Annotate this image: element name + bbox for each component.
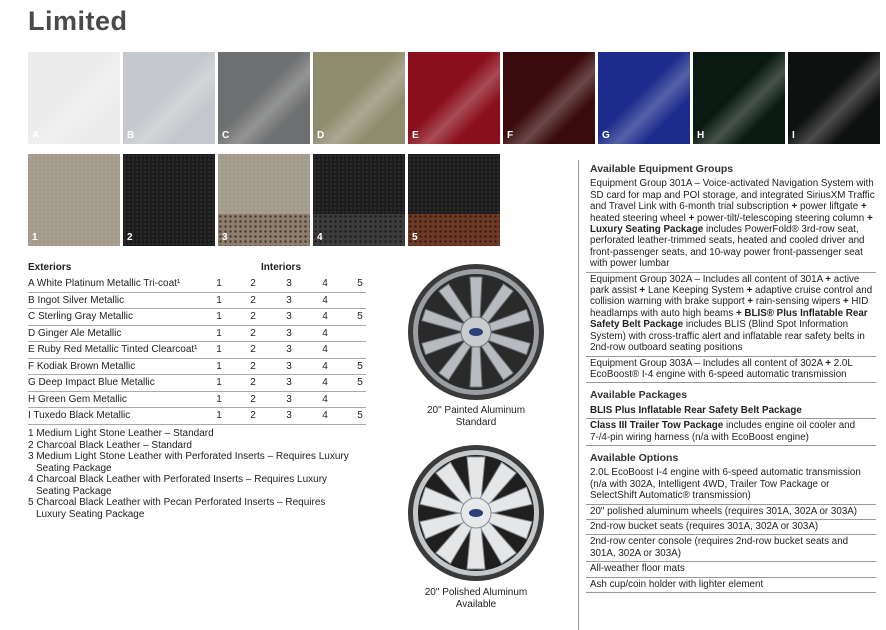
polished-wheel-size: 20" Polished Aluminum <box>424 587 528 598</box>
option-item: 2nd-row bucket seats (requires 301A, 302A or 303A) <box>586 520 876 535</box>
exterior-swatch-a <box>28 52 120 144</box>
equipment-text-segment: includes BLIS (Blind Spot Information System) with cross-traffic alert and inflatable rear safety belts in 2nd-row outboard seating positions <box>590 319 865 354</box>
interior-availability-cell: 2 <box>250 344 256 355</box>
interior-swatch-label: 1 <box>32 232 38 243</box>
interior-availability-cell: 2 <box>250 393 256 405</box>
interior-availability-cell: 2 <box>250 327 256 339</box>
polished-wheel-caption <box>391 587 561 611</box>
interior-availability-cell: 1 <box>216 410 222 421</box>
interior-swatch-label: 4 <box>317 232 323 243</box>
exterior-swatch-c <box>218 52 310 144</box>
interior-availability-cell: 4 <box>322 410 328 421</box>
interior-swatch-2 <box>123 154 215 246</box>
table-row <box>28 408 366 425</box>
exterior-color-name: A White Platinum Metallic Tri-coat¹ <box>28 278 181 289</box>
trailer-tow-package-name: Class III Trailer Tow Package <box>590 420 724 432</box>
exterior-color-name: C Sterling Gray Metallic <box>28 311 134 322</box>
interior-availability-cell: 2 <box>250 410 256 421</box>
interior-swatch-3 <box>218 154 310 246</box>
table-row <box>28 309 366 326</box>
equipment-text-segment: + <box>825 273 832 285</box>
table-row <box>28 326 366 343</box>
equipment-group-302a <box>586 273 876 357</box>
interior-availability-cell: 5 <box>357 410 363 421</box>
interior-swatch-4 <box>313 154 405 246</box>
interior-availability-cell: 4 <box>322 393 328 405</box>
table-row <box>28 342 366 359</box>
exteriors-header: Exteriors <box>28 262 72 273</box>
exterior-swatch-i <box>788 52 880 144</box>
interior-swatch-1 <box>28 154 120 246</box>
equipment-text-segment: rain-sensing wipers <box>753 296 843 308</box>
table-row <box>28 293 366 310</box>
options-title: Available Options <box>590 451 679 464</box>
interior-availability-cell: 1 <box>216 393 222 405</box>
interior-availability-cell: 2 <box>250 360 256 372</box>
option-item: All-weather floor mats <box>586 562 876 577</box>
option-item: 2nd-row center console (requires 2nd-row bucket seats and 301A, 302A or 303A) <box>586 535 876 562</box>
interior-availability-cell: 3 <box>286 311 292 322</box>
interior-availability-cell: 3 <box>286 278 292 289</box>
equipment-text-segment: Equipment Group 303A – Includes all content of 302A <box>590 357 826 369</box>
polished-wheel-availability: Available <box>455 599 497 610</box>
exterior-swatch-label: C <box>222 130 230 141</box>
exterior-swatch-b <box>123 52 215 144</box>
interior-availability-cell: 3 <box>286 410 292 421</box>
interior-notes <box>28 428 358 520</box>
column-divider <box>578 160 579 630</box>
interior-availability-cell: 2 <box>250 278 256 289</box>
table-row <box>28 392 366 409</box>
exterior-swatch-label: F <box>507 130 514 141</box>
exterior-swatch-label: B <box>127 130 135 141</box>
equipment-text-segment: + <box>825 357 832 369</box>
interior-availability-cell: 4 <box>322 327 328 339</box>
interior-availability-cell: 4 <box>322 360 328 372</box>
interior-availability-cell: 5 <box>357 278 363 289</box>
equipment-text-segment: + <box>860 201 867 213</box>
exterior-swatch-label: A <box>32 130 40 141</box>
interior-availability-cell: 5 <box>357 311 363 322</box>
interior-availability-cell: 1 <box>216 327 222 339</box>
color-availability-table <box>28 262 366 425</box>
polished-wheel-image <box>406 443 546 583</box>
exterior-swatch-e <box>408 52 500 144</box>
trailer-tow-package-desc: includes engine oil cooler and 7-/4-pin wiring harness (n/a with EcoBoost engine) <box>590 420 856 443</box>
option-item: 2.0L EcoBoost I-4 engine with 6-speed automatic transmission (n/a with 302A, Intelligent 4WD, Trailer Tow Package or SelectShift Automatic® transmission) <box>586 466 876 504</box>
interior-availability-cell: 1 <box>216 278 222 289</box>
interior-availability-cell: 1 <box>216 377 222 388</box>
exterior-color-name: I Tuxedo Black Metallic <box>28 410 131 421</box>
equipment-text-segment: HID headlamps with auto high beams <box>590 296 869 319</box>
table-row <box>28 359 366 376</box>
interior-note: 1 Medium Light Stone Leather – Standard <box>28 428 214 439</box>
equipment-text-segment: + <box>639 285 646 297</box>
trailer-tow-package <box>586 419 876 446</box>
equipment-text-segment: heated steering wheel <box>590 212 689 224</box>
equipment-groups-title: Available Equipment Groups <box>590 163 734 175</box>
interior-note: 5 Charcoal Black Leather with Pecan Perforated Inserts – Requires Luxury Seating Package <box>28 497 326 520</box>
exterior-swatch-g <box>598 52 690 144</box>
equipment-text-segment: + <box>791 201 798 213</box>
perforated-insert <box>408 214 500 246</box>
interior-note: 3 Medium Light Stone Leather with Perforated Inserts – Requires Luxury Seating Package <box>28 451 349 474</box>
interiors-header: Interiors <box>261 262 302 273</box>
equipment-text-segment: power-tilt/-telescoping steering column <box>694 212 867 224</box>
equipment-text-segment: power liftgate <box>797 201 861 213</box>
interior-note: 4 Charcoal Black Leather with Perforated Inserts – Requires Luxury Seating Package <box>28 474 328 497</box>
painted-wheel-size: 20" Painted Aluminum <box>426 405 526 416</box>
interior-availability-cell: 3 <box>286 360 292 372</box>
interior-swatch-label: 5 <box>412 232 418 243</box>
perforated-insert <box>218 214 310 246</box>
equipment-text-segment: + <box>746 285 753 297</box>
interior-availability-cell: 4 <box>322 278 328 289</box>
equipment-text-segment: Equipment Group 302A – Includes all content of 301A <box>590 273 826 285</box>
exterior-swatch-d <box>313 52 405 144</box>
exterior-swatch-h <box>693 52 785 144</box>
table-row <box>28 375 366 392</box>
exterior-swatch-f <box>503 52 595 144</box>
interior-availability-cell: 3 <box>286 327 292 339</box>
interior-availability-cell: 2 <box>250 311 256 322</box>
interior-availability-cell: 3 <box>286 344 292 355</box>
equipment-text-segment: + Luxury Seating Package <box>590 212 873 236</box>
interior-availability-cell: 4 <box>322 344 328 355</box>
exterior-color-name: E Ruby Red Metallic Tinted Clearcoat¹ <box>28 344 198 355</box>
interior-availability-cell: 4 <box>322 294 328 306</box>
interior-swatch-label: 3 <box>222 232 228 243</box>
equipment-text-segment: adaptive cruise control and collision warning with brake support <box>590 285 873 308</box>
interior-availability-cell: 1 <box>216 360 222 372</box>
page-title: Limited <box>28 6 128 36</box>
equipment-text-segment: active park assist <box>590 273 860 297</box>
painted-wheel-caption <box>391 405 561 429</box>
perforated-insert <box>313 214 405 246</box>
exterior-swatch-label: I <box>792 130 795 141</box>
equipment-group-303a <box>586 357 876 384</box>
interior-availability-cell: 4 <box>322 311 328 322</box>
exterior-color-name: B Ingot Silver Metallic <box>28 294 125 306</box>
equipment-text-segment: includes PowerFold® 3rd-row seat, perforated leather-trimmed seats, heated and cooled driver and front-passenger seats, and 10-way power front-passenger seat with power lumbar <box>590 224 865 270</box>
exterior-color-name: G Deep Impact Blue Metallic <box>28 377 155 388</box>
equipment-text-segment: Lane Keeping System <box>645 285 747 297</box>
packages-title: Available Packages <box>590 389 688 402</box>
interior-availability-cell: 1 <box>216 344 222 355</box>
interior-availability-cell: 3 <box>286 393 292 405</box>
exterior-swatch-label: H <box>697 130 705 141</box>
interior-note: 2 Charcoal Black Leather – Standard <box>28 439 192 451</box>
option-item: Ash cup/coin holder with lighter element <box>586 578 876 593</box>
exterior-color-name: H Green Gem Metallic <box>28 393 127 405</box>
exterior-color-name: D Ginger Ale Metallic <box>28 327 122 339</box>
exterior-color-name: F Kodiak Brown Metallic <box>28 360 136 372</box>
exterior-swatch-label: D <box>317 130 325 141</box>
interior-availability-cell: 4 <box>322 377 328 388</box>
painted-wheel-image <box>406 262 546 402</box>
interior-availability-cell: 5 <box>357 377 363 388</box>
interior-availability-cell: 3 <box>286 377 292 388</box>
interior-availability-cell: 2 <box>250 377 256 388</box>
exterior-swatch-label: G <box>602 130 610 141</box>
interior-availability-cell: 2 <box>250 294 256 306</box>
equipment-text-segment: + <box>688 212 695 224</box>
interior-availability-cell: 1 <box>216 294 222 306</box>
option-item: 20" polished aluminum wheels (requires 301A, 302A or 303A) <box>586 505 876 520</box>
equipment-text-segment: + <box>747 296 754 308</box>
equipment-text-segment: 2.0L EcoBoost® I-4 engine with 6-speed automatic transmission <box>590 357 853 380</box>
equipment-group-301a <box>586 177 876 272</box>
exterior-swatch-label: E <box>412 130 419 141</box>
interior-availability-cell: 5 <box>357 360 363 372</box>
interior-availability-cell: 3 <box>286 294 292 306</box>
table-row <box>28 276 366 293</box>
interior-swatch-label: 2 <box>127 232 133 243</box>
painted-wheel-availability: Standard <box>455 417 497 428</box>
interior-availability-cell: 1 <box>216 311 222 322</box>
blis-package: BLIS Plus Inflatable Rear Safety Belt Package <box>586 404 876 419</box>
equipment-panel <box>586 160 876 593</box>
equipment-text-segment: Equipment Group 301A – Voice-activated Navigation System with SD card for map and POI storage, and integrated SiriusXM Traffic and Travel Link with 6-month trial subscription <box>590 178 875 213</box>
equipment-text-segment: + BLIS® Plus Inflatable Rear Safety Belt Package <box>590 307 868 331</box>
equipment-text-segment: + <box>842 296 849 308</box>
interior-swatch-5 <box>408 154 500 246</box>
